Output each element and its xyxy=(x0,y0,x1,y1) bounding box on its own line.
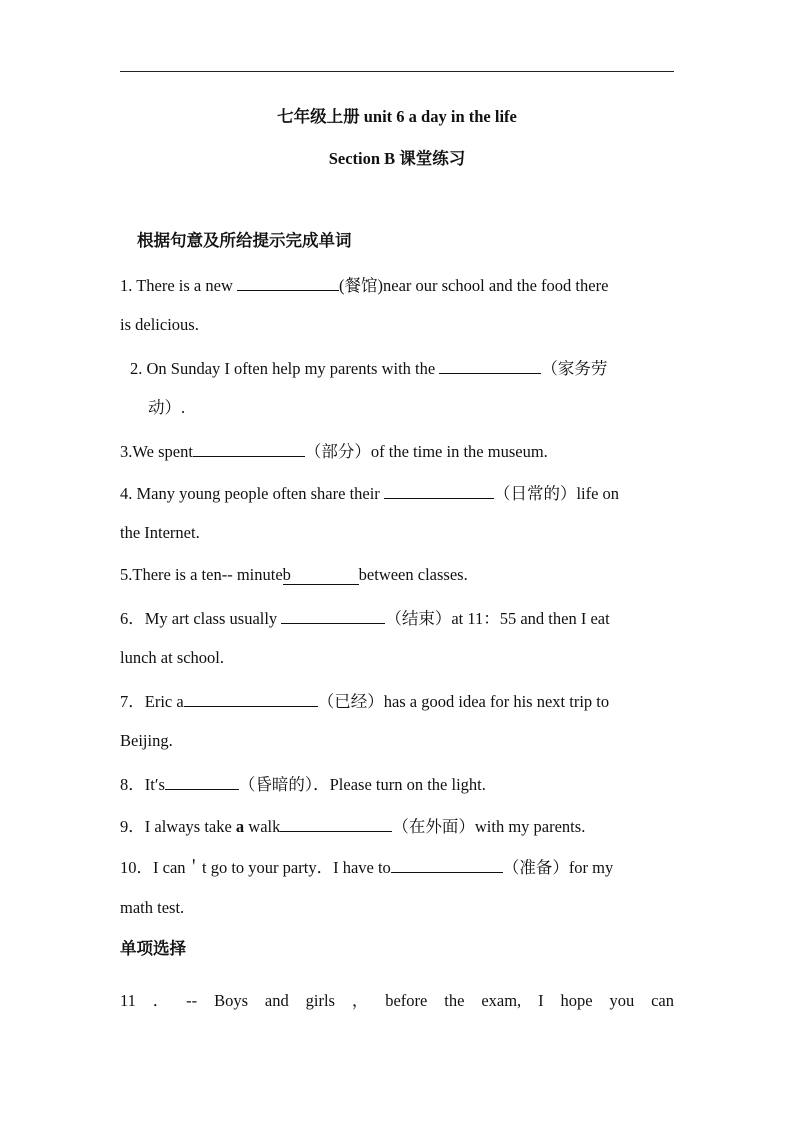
answer-blank[interactable] xyxy=(439,359,541,374)
page-title: 七年级上册 unit 6 a day in the life xyxy=(277,107,517,126)
answer-blank[interactable] xyxy=(391,858,503,873)
answer-blank[interactable] xyxy=(384,484,494,499)
question-3: 3.We spent （部分）of the time in the museum. xyxy=(120,442,548,461)
question-6: 6．My art class usually （结束）at 11：55 and then I eat xyxy=(120,609,610,628)
answer-blank[interactable] xyxy=(184,692,318,707)
answer-blank[interactable] xyxy=(237,276,339,291)
question-6-cont: lunch at school. xyxy=(120,648,225,667)
question-5: 5.There is a ten-- minuteb between classes. xyxy=(120,565,468,584)
answer-blank[interactable] xyxy=(280,817,392,832)
question-4-cont: the Internet. xyxy=(120,523,200,542)
section-heading-multiple-choice: 单项选择 xyxy=(120,939,186,958)
question-7: 7．Eric a （已经）has a good idea for his next trip to xyxy=(120,692,610,711)
question-10-cont: math test. xyxy=(120,898,185,917)
question-11: 11 ． -- Boys and girls ， before the exam, I hope you can xyxy=(120,991,674,1010)
question-9: 9．I always take a walk （在外面）with my parents. xyxy=(120,817,586,836)
answer-blank[interactable] xyxy=(281,609,385,624)
question-2-cont: 动）. xyxy=(148,398,186,417)
question-10: 10．I can＇t go to your party．I have to （准备）for my xyxy=(120,858,614,877)
answer-blank[interactable]: b xyxy=(283,567,359,585)
answer-blank[interactable] xyxy=(193,442,305,457)
question-7-cont: Beijing. xyxy=(120,731,173,750)
section-heading-fill-in: 根据句意及所给提示完成单词 xyxy=(137,231,352,250)
header-rule xyxy=(120,71,674,72)
answer-blank[interactable] xyxy=(165,775,239,790)
question-1-cont: is delicious. xyxy=(120,315,199,334)
page-subtitle: Section B 课堂练习 xyxy=(328,149,466,168)
question-1: 1. There is a new (餐馆)near our school and the food there xyxy=(120,276,609,295)
question-4: 4. Many young people often share their （日常的）life on xyxy=(120,484,620,503)
question-8: 8．It′s （昏暗的）．Please turn on the light. xyxy=(120,775,486,794)
question-2: 2. On Sunday I often help my parents with the （家务劳 xyxy=(130,359,608,378)
